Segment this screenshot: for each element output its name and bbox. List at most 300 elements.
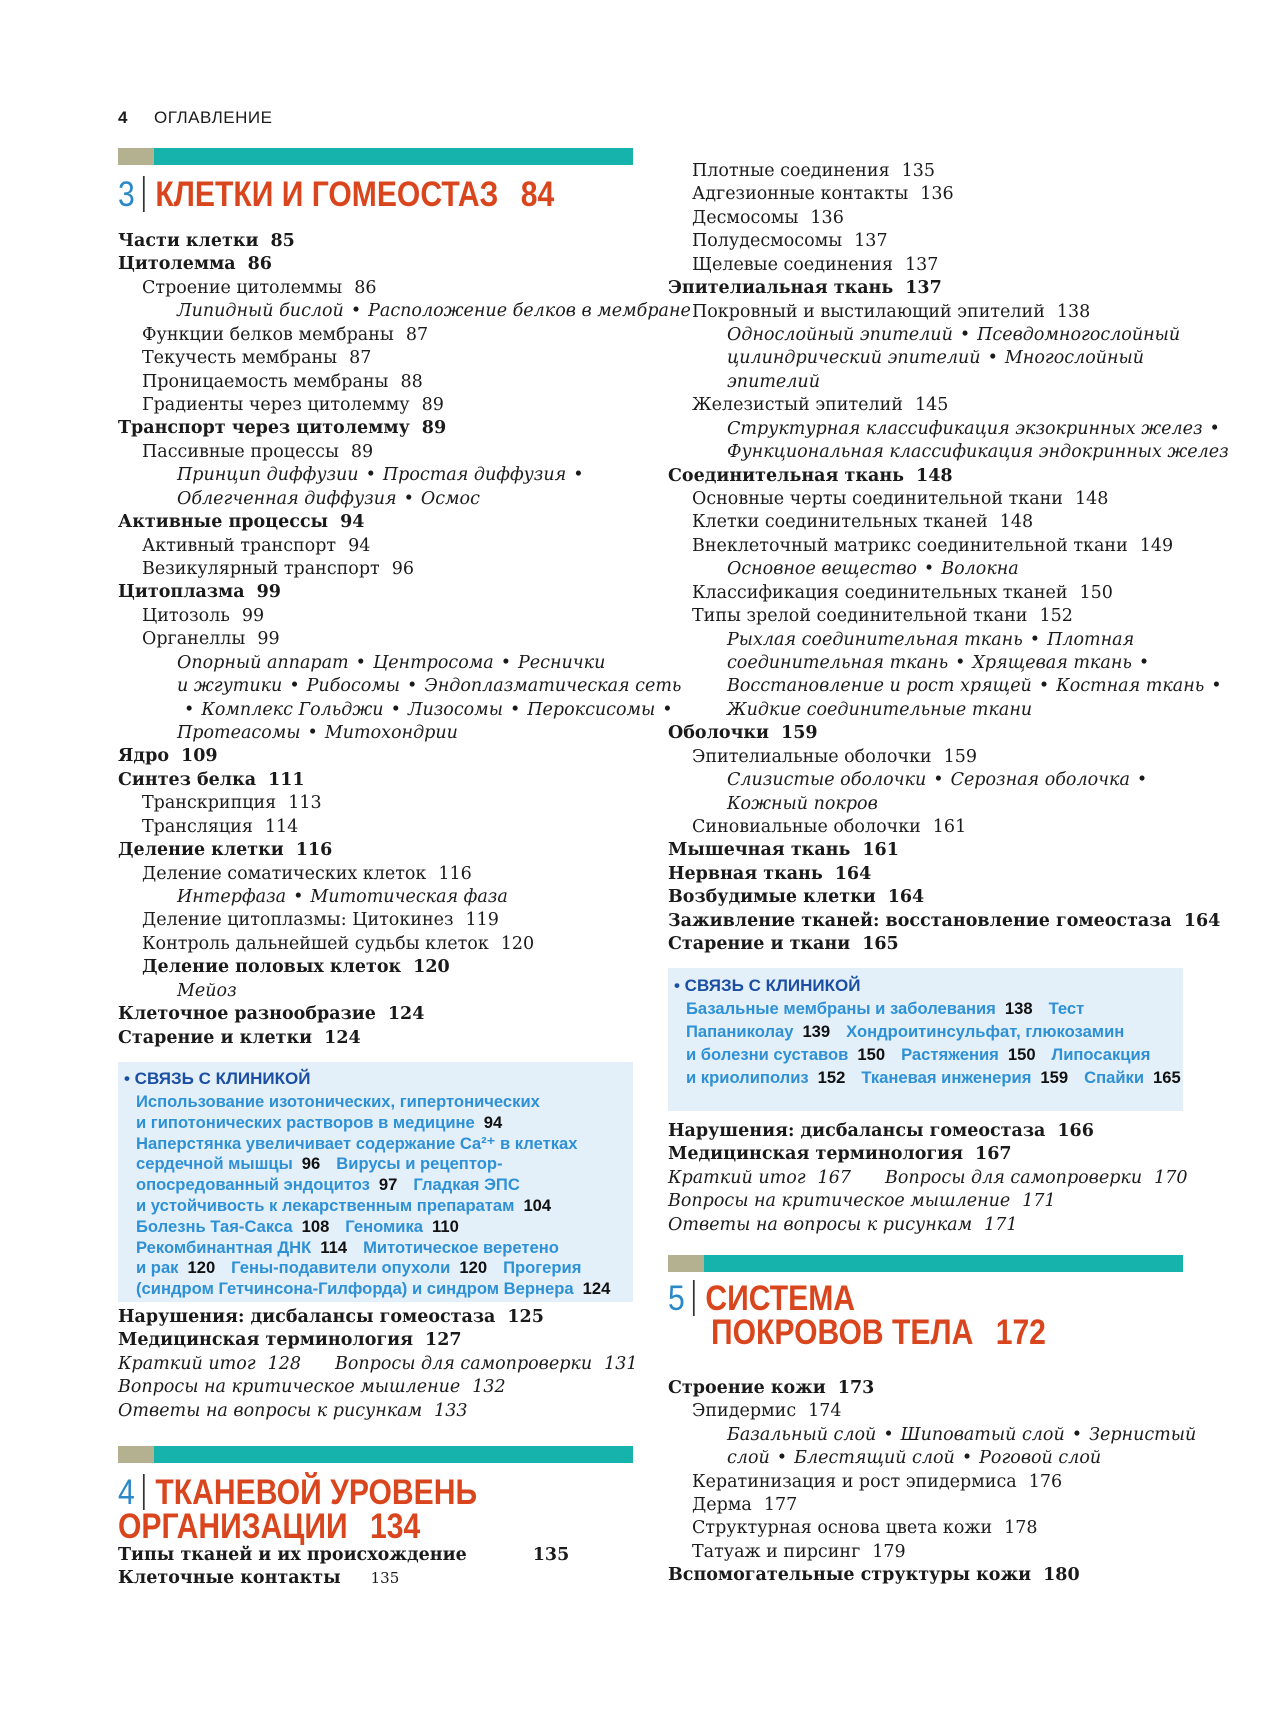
toc-subtopics bbox=[668, 629, 1134, 652]
toc-entry[interactable] bbox=[668, 582, 1113, 605]
toc-subtopics bbox=[118, 675, 681, 698]
toc-subtopics bbox=[118, 699, 680, 722]
entry-page: 145 bbox=[914, 395, 949, 416]
clinic-box-line[interactable] bbox=[686, 1022, 1124, 1042]
entry-title: Вопросы на критическое мышление bbox=[668, 1191, 1011, 1212]
toc-entry[interactable] bbox=[668, 839, 899, 862]
entry-page: 125 bbox=[507, 1307, 544, 1327]
page-number: 4 bbox=[118, 108, 128, 127]
entry-title: Клетки соединительных тканей bbox=[692, 512, 988, 533]
chapter-title-line1: СИСТЕМА bbox=[705, 1279, 856, 1318]
toc-entry[interactable] bbox=[118, 230, 295, 253]
entry-title: Облегченная диффузия • Осмос bbox=[177, 488, 480, 509]
toc-entry[interactable] bbox=[668, 535, 1173, 558]
toc-entry[interactable] bbox=[668, 465, 953, 488]
entry-title: Структурная классификация экзокринных желез • bbox=[727, 418, 1220, 439]
toc-entry[interactable] bbox=[668, 183, 954, 206]
clinic-topic: Хондроитинсульфат, глюкозамин bbox=[846, 1022, 1125, 1042]
clinic-topic: Папаниколау bbox=[686, 1022, 794, 1042]
toc-subtopics bbox=[668, 769, 1154, 792]
clinic-topic: Спайки bbox=[1084, 1068, 1145, 1088]
entry-page: 177 bbox=[763, 1495, 798, 1515]
toc-entry[interactable] bbox=[118, 581, 281, 604]
entry-page: 120 bbox=[413, 957, 450, 978]
clinic-box-line[interactable] bbox=[686, 1068, 1181, 1088]
clinic-topic: Растяжения bbox=[901, 1045, 999, 1065]
toc-entry[interactable] bbox=[668, 1541, 906, 1564]
clinic-topic-page: 114 bbox=[320, 1237, 348, 1257]
toc-subtopics bbox=[668, 347, 1144, 370]
clinic-topic: Болезнь Тая-Сакса bbox=[136, 1216, 293, 1236]
toc-entry[interactable] bbox=[668, 160, 935, 183]
toc-subtopics bbox=[118, 980, 237, 1003]
clinic-box-line[interactable] bbox=[136, 1113, 502, 1133]
toc-entry[interactable] bbox=[118, 1329, 462, 1352]
toc-entry[interactable] bbox=[668, 1143, 1012, 1166]
toc-entry[interactable] bbox=[668, 746, 977, 769]
toc-entry[interactable] bbox=[668, 886, 924, 909]
toc-entry[interactable] bbox=[118, 511, 364, 534]
toc-subtopics bbox=[118, 722, 458, 745]
clinic-topic: сердечной мышцы bbox=[136, 1154, 293, 1174]
entry-title: Трансляция bbox=[142, 816, 253, 837]
toc-subtopics bbox=[668, 793, 878, 816]
entry-page: 161 bbox=[862, 840, 899, 861]
entry-title: Ответы на вопросы к рисункам bbox=[668, 1214, 973, 1235]
clinic-box-line[interactable] bbox=[136, 1238, 559, 1258]
entry-page: 86 bbox=[247, 254, 272, 275]
entry-title: Базальный слой • Шиповатый слой • Зернистый bbox=[727, 1424, 1197, 1445]
toc-entry[interactable] bbox=[118, 371, 423, 394]
toc-entry[interactable] bbox=[668, 394, 948, 417]
toc-entry[interactable] bbox=[118, 745, 218, 768]
clinic-topic: Наперстянка увеличивает содержание Ca²⁺ в клетках bbox=[136, 1133, 578, 1153]
toc-entry[interactable] bbox=[668, 488, 1108, 511]
toc-entry[interactable] bbox=[668, 910, 1220, 933]
toc-subtopics bbox=[668, 652, 1156, 675]
entry-title: Эпидермис bbox=[692, 1401, 797, 1422]
toc-entry[interactable] bbox=[668, 207, 844, 230]
entry-title: Классификация соединительных тканей bbox=[692, 582, 1068, 603]
entry-title: Везикулярный транспорт bbox=[142, 559, 380, 580]
entry-title: Железистый эпителий bbox=[692, 395, 903, 416]
entry-title: Пассивные процессы bbox=[142, 441, 339, 462]
entry-title: Мейоз bbox=[177, 980, 237, 1001]
entry-page: 170 bbox=[1154, 1167, 1188, 1188]
entry-page: 180 bbox=[1043, 1565, 1080, 1586]
toc-entry[interactable] bbox=[118, 909, 499, 932]
toc-entry[interactable] bbox=[668, 816, 966, 839]
entry-title: Синовиальные оболочки bbox=[692, 817, 921, 838]
entry-title: Типы зрелой соединительной ткани bbox=[692, 606, 1028, 627]
clinic-topic-page: 159 bbox=[1040, 1068, 1069, 1088]
entry-page: 87 bbox=[405, 324, 429, 345]
toc-entry[interactable] bbox=[118, 1544, 569, 1567]
clinic-topic: опосредованный эндоцитоз bbox=[136, 1175, 370, 1195]
toc-entry[interactable] bbox=[118, 605, 264, 628]
entry-page: 137 bbox=[854, 231, 888, 252]
clinic-box-line[interactable] bbox=[136, 1175, 520, 1195]
clinic-topic-page: 150 bbox=[1007, 1045, 1036, 1065]
entry-title: Основные черты соединительной ткани bbox=[692, 489, 1063, 510]
toc-entry[interactable] bbox=[118, 933, 534, 956]
entry-title: Восстановление и рост хрящей • Костная ткань • bbox=[727, 676, 1222, 697]
entry-page: 119 bbox=[465, 910, 499, 931]
entry-title: Старение и ткани bbox=[668, 934, 851, 955]
toc-entry[interactable] bbox=[668, 722, 818, 745]
clinic-topic-page: 152 bbox=[817, 1068, 846, 1088]
entry-page: 131 bbox=[604, 1353, 638, 1374]
entry-title: • Комплекс Гольджи • Лизосомы • Пероксисомы • bbox=[184, 699, 673, 720]
entry-title: Кожный покров bbox=[727, 793, 878, 814]
chapter-number: 3 bbox=[118, 175, 135, 214]
clinic-topic: Гладкая ЭПС bbox=[413, 1175, 520, 1195]
clinic-topic: Тканевая инженерия bbox=[861, 1068, 1032, 1088]
clinic-box-line[interactable] bbox=[686, 1045, 1150, 1065]
toc-entry[interactable] bbox=[118, 956, 450, 979]
toc-entry[interactable] bbox=[118, 1567, 399, 1590]
toc-subtopics bbox=[668, 558, 1019, 581]
entry-page: 135 bbox=[532, 1545, 570, 1565]
entry-title: Вопросы для самопроверки bbox=[884, 1167, 1143, 1188]
chapter-5-heading[interactable] bbox=[668, 1280, 1111, 1350]
chapter-page: 84 bbox=[520, 175, 555, 214]
toc-entry[interactable] bbox=[668, 1377, 874, 1400]
entry-title: Дерма bbox=[692, 1495, 752, 1515]
toc-entry[interactable] bbox=[118, 347, 371, 370]
toc-entry[interactable] bbox=[118, 1306, 544, 1329]
entry-title: Полудесмосомы bbox=[692, 231, 843, 252]
entry-title: Структурная основа цвета кожи bbox=[692, 1518, 993, 1539]
toc-entry[interactable] bbox=[668, 1120, 1094, 1143]
entry-page: 164 bbox=[887, 887, 925, 908]
chapter-bar bbox=[118, 148, 633, 165]
clinic-topic: и криолиполиз bbox=[686, 1068, 809, 1088]
entry-page: 99 bbox=[257, 629, 280, 650]
entry-page: 99 bbox=[241, 605, 265, 626]
clinic-box-line[interactable] bbox=[136, 1134, 578, 1154]
toc-entry[interactable] bbox=[118, 441, 373, 464]
chapter-number: 5 bbox=[668, 1279, 685, 1318]
clinic-topic: Тест bbox=[1048, 999, 1085, 1018]
entry-page: 166 bbox=[1057, 1121, 1094, 1141]
entry-page: 136 bbox=[810, 207, 844, 228]
toc-entry[interactable] bbox=[668, 1494, 797, 1517]
entry-title: Деление половых клеток bbox=[142, 957, 402, 978]
toc-entry[interactable] bbox=[668, 1214, 1018, 1237]
clinic-topic-page: 97 bbox=[378, 1175, 398, 1195]
entry-page: 89 bbox=[421, 418, 447, 439]
entry-title: Рыхлая соединительная ткань • Плотная bbox=[727, 629, 1135, 650]
entry-page: 94 bbox=[348, 535, 371, 556]
entry-title: Активные процессы bbox=[118, 512, 329, 533]
entry-page: 99 bbox=[256, 582, 281, 603]
entry-title: Краткий итог bbox=[118, 1353, 256, 1374]
entry-page: 116 bbox=[438, 863, 472, 884]
entry-page: 136 bbox=[920, 184, 954, 205]
chapter-title-line2: ПОКРОВОВ ТЕЛА bbox=[711, 1313, 974, 1352]
clinic-box-line[interactable] bbox=[136, 1092, 540, 1112]
entry-title: Жидкие соединительные ткани bbox=[727, 699, 1033, 720]
entry-page: 137 bbox=[905, 278, 942, 299]
entry-title: Старение и клетки bbox=[118, 1027, 313, 1048]
clinic-box-line[interactable] bbox=[136, 1154, 503, 1174]
toc-subtopics bbox=[668, 371, 820, 394]
entry-page: 133 bbox=[434, 1400, 468, 1421]
entry-title: Проницаемость мембраны bbox=[142, 371, 389, 392]
entry-title: Градиенты через цитолемму bbox=[142, 395, 410, 415]
toc-subtopics bbox=[668, 699, 1032, 722]
entry-page: 148 bbox=[916, 465, 953, 486]
clinic-topic: и рак bbox=[136, 1258, 179, 1278]
entry-title: Интерфаза • Митотическая фаза bbox=[177, 887, 508, 908]
toc-subtopics bbox=[118, 652, 605, 675]
entry-page: 148 bbox=[999, 512, 1034, 533]
entry-page: 135 bbox=[901, 161, 936, 181]
entry-title: Нарушения: дисбалансы гомеостаза bbox=[668, 1121, 1046, 1141]
toc-subtopics bbox=[668, 418, 1227, 441]
entry-title: Цитоплазма bbox=[118, 582, 245, 603]
toc-entry[interactable] bbox=[668, 277, 942, 300]
entry-title: Плотные соединения bbox=[692, 161, 890, 181]
toc-subtopics bbox=[668, 441, 1229, 464]
toc-entry[interactable] bbox=[118, 277, 376, 300]
entry-title: Строение цитолеммы bbox=[142, 277, 343, 298]
toc-entry[interactable] bbox=[118, 253, 272, 276]
entry-title: Основное вещество • Волокна bbox=[727, 559, 1019, 580]
entry-title: Соединительная ткань bbox=[668, 465, 905, 486]
toc-entry[interactable] bbox=[668, 933, 899, 956]
toc-entry[interactable] bbox=[118, 1027, 361, 1050]
toc-entry[interactable] bbox=[668, 605, 1073, 628]
clinic-topic-page: 138 bbox=[1004, 999, 1033, 1018]
entry-title: Протеасомы • Митохондрии bbox=[177, 723, 458, 744]
entry-title: и жгутики • Рибосомы • Эндоплазматическая сеть bbox=[177, 676, 682, 697]
clinic-topic-page: 104 bbox=[523, 1196, 552, 1215]
toc-entry[interactable] bbox=[668, 1400, 842, 1423]
toc-entry[interactable] bbox=[118, 839, 332, 862]
entry-title: Контроль дальнейшей судьбы клеток bbox=[142, 933, 489, 954]
entry-title: Татуаж и пирсинг bbox=[692, 1541, 861, 1562]
toc-entry[interactable] bbox=[668, 1471, 1062, 1494]
toc-entry[interactable] bbox=[118, 769, 305, 792]
entry-page: 150 bbox=[1079, 582, 1113, 603]
clinic-topic: Вирусы и рецептор- bbox=[336, 1154, 503, 1174]
toc-entry[interactable] bbox=[118, 1353, 638, 1376]
toc-entry[interactable] bbox=[118, 1400, 468, 1423]
chapter-title-line1: ТКАНЕВОЙ УРОВЕНЬ bbox=[155, 1473, 478, 1512]
entry-page: 173 bbox=[837, 1378, 875, 1398]
clinic-topic-page: 110 bbox=[432, 1216, 459, 1236]
toc-entry[interactable] bbox=[118, 816, 298, 839]
entry-page: 138 bbox=[1056, 301, 1091, 322]
clinic-topic-page: 165 bbox=[1153, 1068, 1181, 1088]
chapter-page: 172 bbox=[995, 1313, 1046, 1352]
toc-entry[interactable] bbox=[668, 863, 871, 886]
clinic-topic: Прогерия bbox=[503, 1258, 582, 1278]
toc-subtopics bbox=[668, 1447, 1101, 1470]
entry-title: Однослойный эпителий • Псевдомногослойный bbox=[727, 325, 1181, 345]
entry-title: Клеточное разнообразие bbox=[118, 1004, 376, 1025]
toc-subtopics bbox=[118, 300, 691, 323]
page-title: ОГЛАВЛЕНИЕ bbox=[153, 108, 273, 127]
entry-page: 148 bbox=[1074, 489, 1109, 510]
entry-title: Эпителиальная ткань bbox=[668, 278, 894, 299]
clinic-topic: Митотическое веретено bbox=[363, 1237, 559, 1257]
entry-page: 124 bbox=[324, 1027, 361, 1048]
entry-title: Строение кожи bbox=[668, 1378, 826, 1398]
entry-page: 174 bbox=[808, 1401, 842, 1422]
entry-title: Заживление тканей: восстановление гомеостаза bbox=[668, 910, 1172, 931]
toc-entry[interactable] bbox=[668, 1190, 1056, 1213]
clinic-box-line[interactable] bbox=[136, 1217, 459, 1237]
entry-title: Транскрипция bbox=[142, 793, 277, 814]
toc-entry[interactable] bbox=[118, 394, 444, 417]
toc-subtopics bbox=[118, 464, 591, 487]
clinic-topic-page: 120 bbox=[187, 1258, 216, 1278]
entry-title: Краткий итог bbox=[668, 1167, 806, 1188]
chapter-3-heading[interactable] bbox=[118, 176, 561, 212]
entry-page: 152 bbox=[1039, 606, 1073, 627]
toc-subtopics bbox=[118, 886, 508, 909]
toc-entry[interactable] bbox=[668, 301, 1090, 324]
entry-page: 128 bbox=[267, 1353, 301, 1374]
entry-page: 167 bbox=[817, 1167, 851, 1188]
entry-title: Цитозоль bbox=[142, 605, 230, 626]
entry-page: 120 bbox=[500, 933, 535, 954]
toc-entry[interactable] bbox=[118, 628, 280, 651]
clinic-box bbox=[118, 1062, 633, 1302]
entry-page: 171 bbox=[984, 1214, 1018, 1235]
toc-entry[interactable] bbox=[118, 1003, 424, 1026]
entry-title: Оболочки bbox=[668, 723, 770, 744]
entry-page: 124 bbox=[387, 1004, 425, 1025]
toc-entry[interactable] bbox=[668, 1167, 1188, 1190]
entry-page: 87 bbox=[349, 348, 372, 369]
chapter-title-line2: ОРГАНИЗАЦИИ bbox=[118, 1507, 348, 1546]
entry-title: Эпителиальные оболочки bbox=[692, 746, 932, 767]
entry-page: 159 bbox=[781, 723, 818, 744]
entry-title: Мышечная ткань bbox=[668, 840, 851, 861]
clinic-topic-page: 96 bbox=[301, 1154, 321, 1174]
entry-title: Ответы на вопросы к рисункам bbox=[118, 1400, 423, 1421]
entry-title: слой • Блестящий слой • Роговой слой bbox=[727, 1448, 1102, 1469]
entry-page: 135 bbox=[370, 1569, 400, 1588]
entry-title: Синтез белка bbox=[118, 769, 257, 790]
entry-page: 178 bbox=[1004, 1518, 1038, 1539]
entry-page: 85 bbox=[270, 231, 295, 251]
entry-title: Принцип диффузии • Простая диффузия • bbox=[177, 465, 584, 486]
entry-title: Деление соматических клеток bbox=[142, 863, 427, 884]
chapter-number: 4 bbox=[118, 1473, 135, 1512]
clinic-topic: Липосакция bbox=[1051, 1045, 1151, 1065]
entry-title: Части клетки bbox=[118, 231, 259, 251]
entry-page: 114 bbox=[264, 816, 299, 837]
entry-title: Кератинизация и рост эпидермиса bbox=[692, 1471, 1017, 1492]
chapter-bar bbox=[668, 1255, 1183, 1272]
toc-entry[interactable] bbox=[118, 863, 472, 886]
clinic-topic: Гены-подавители опухоли bbox=[231, 1258, 451, 1278]
entry-title: Деление клетки bbox=[118, 840, 284, 861]
toc-subtopics bbox=[118, 488, 480, 511]
entry-page: 127 bbox=[425, 1330, 462, 1351]
toc-entry[interactable] bbox=[118, 792, 322, 815]
clinic-topic: и устойчивость к лекарственным препаратам bbox=[136, 1196, 515, 1215]
clinic-box-line[interactable] bbox=[136, 1279, 610, 1299]
toc-entry[interactable] bbox=[668, 254, 938, 277]
entry-page: 164 bbox=[1183, 910, 1221, 931]
clinic-topic: Использование изотонических, гипертонических bbox=[136, 1092, 540, 1111]
entry-page: 149 bbox=[1139, 535, 1174, 556]
clinic-topic-page: 94 bbox=[483, 1112, 503, 1132]
entry-title: Адгезионные контакты bbox=[692, 184, 909, 205]
entry-title: Функциональная классификация эндокринных желез bbox=[727, 442, 1229, 463]
clinic-box-line[interactable] bbox=[686, 999, 1084, 1019]
chapter-4-heading[interactable] bbox=[118, 1474, 561, 1544]
entry-page: 179 bbox=[872, 1541, 906, 1562]
entry-title: Внеклеточный матрикс соединительной ткани bbox=[692, 535, 1128, 556]
chapter-bar bbox=[118, 1446, 633, 1463]
entry-title: Ядро bbox=[118, 746, 170, 767]
entry-title: Цитолемма bbox=[118, 254, 236, 275]
clinic-topic: Рекомбинантная ДНК bbox=[136, 1237, 312, 1257]
entry-title: эпителий bbox=[727, 371, 820, 392]
toc-entry[interactable] bbox=[118, 535, 370, 558]
entry-page: 89 bbox=[421, 395, 444, 415]
clinic-box bbox=[668, 968, 1183, 1111]
toc-entry[interactable] bbox=[118, 558, 414, 581]
toc-entry[interactable] bbox=[668, 511, 1033, 534]
entry-title: Типы тканей и их происхождение bbox=[118, 1545, 467, 1565]
clinic-box-title: • СВЯЗЬ С КЛИНИКОЙ bbox=[674, 976, 861, 995]
clinic-topic-page: 120 bbox=[459, 1258, 488, 1278]
entry-page: 96 bbox=[391, 559, 414, 580]
toc-entry[interactable] bbox=[668, 230, 888, 253]
entry-title: Клеточные контакты bbox=[118, 1568, 341, 1589]
entry-title: Текучесть мембраны bbox=[142, 348, 338, 369]
entry-title: Возбудимые клетки bbox=[668, 887, 876, 908]
toc-subtopics bbox=[668, 1424, 1196, 1447]
toc-entry[interactable] bbox=[118, 417, 446, 440]
entry-page: 111 bbox=[268, 769, 305, 790]
clinic-box-line[interactable] bbox=[136, 1258, 581, 1278]
clinic-box-line[interactable] bbox=[136, 1196, 551, 1216]
entry-page: 165 bbox=[862, 934, 899, 955]
toc-subtopics bbox=[668, 675, 1229, 698]
entry-title: Нервная ткань bbox=[668, 863, 823, 884]
toc-entry[interactable] bbox=[668, 1517, 1038, 1540]
entry-page: 89 bbox=[350, 441, 374, 462]
entry-title: Нарушения: дисбалансы гомеостаза bbox=[118, 1307, 496, 1327]
entry-title: Вопросы на критическое мышление bbox=[118, 1377, 461, 1398]
clinic-topic-page: 108 bbox=[301, 1216, 330, 1236]
entry-title: Покровный и выстилающий эпителий bbox=[692, 301, 1045, 322]
chapter-page: 134 bbox=[369, 1507, 421, 1546]
entry-page: 88 bbox=[400, 371, 423, 392]
entry-title: соединительная ткань • Хрящевая ткань • bbox=[727, 653, 1150, 674]
page-header bbox=[118, 108, 272, 128]
entry-page: 116 bbox=[295, 840, 333, 861]
toc-entry[interactable] bbox=[118, 324, 428, 347]
toc-subtopics bbox=[668, 324, 1180, 347]
entry-title: Щелевые соединения bbox=[692, 254, 894, 275]
toc-entry[interactable] bbox=[118, 1376, 506, 1399]
toc-entry[interactable] bbox=[668, 1564, 1080, 1587]
entry-page: 113 bbox=[288, 793, 322, 814]
entry-title: Органеллы bbox=[142, 629, 246, 650]
entry-page: 137 bbox=[905, 254, 939, 275]
entry-page: 171 bbox=[1022, 1191, 1056, 1212]
